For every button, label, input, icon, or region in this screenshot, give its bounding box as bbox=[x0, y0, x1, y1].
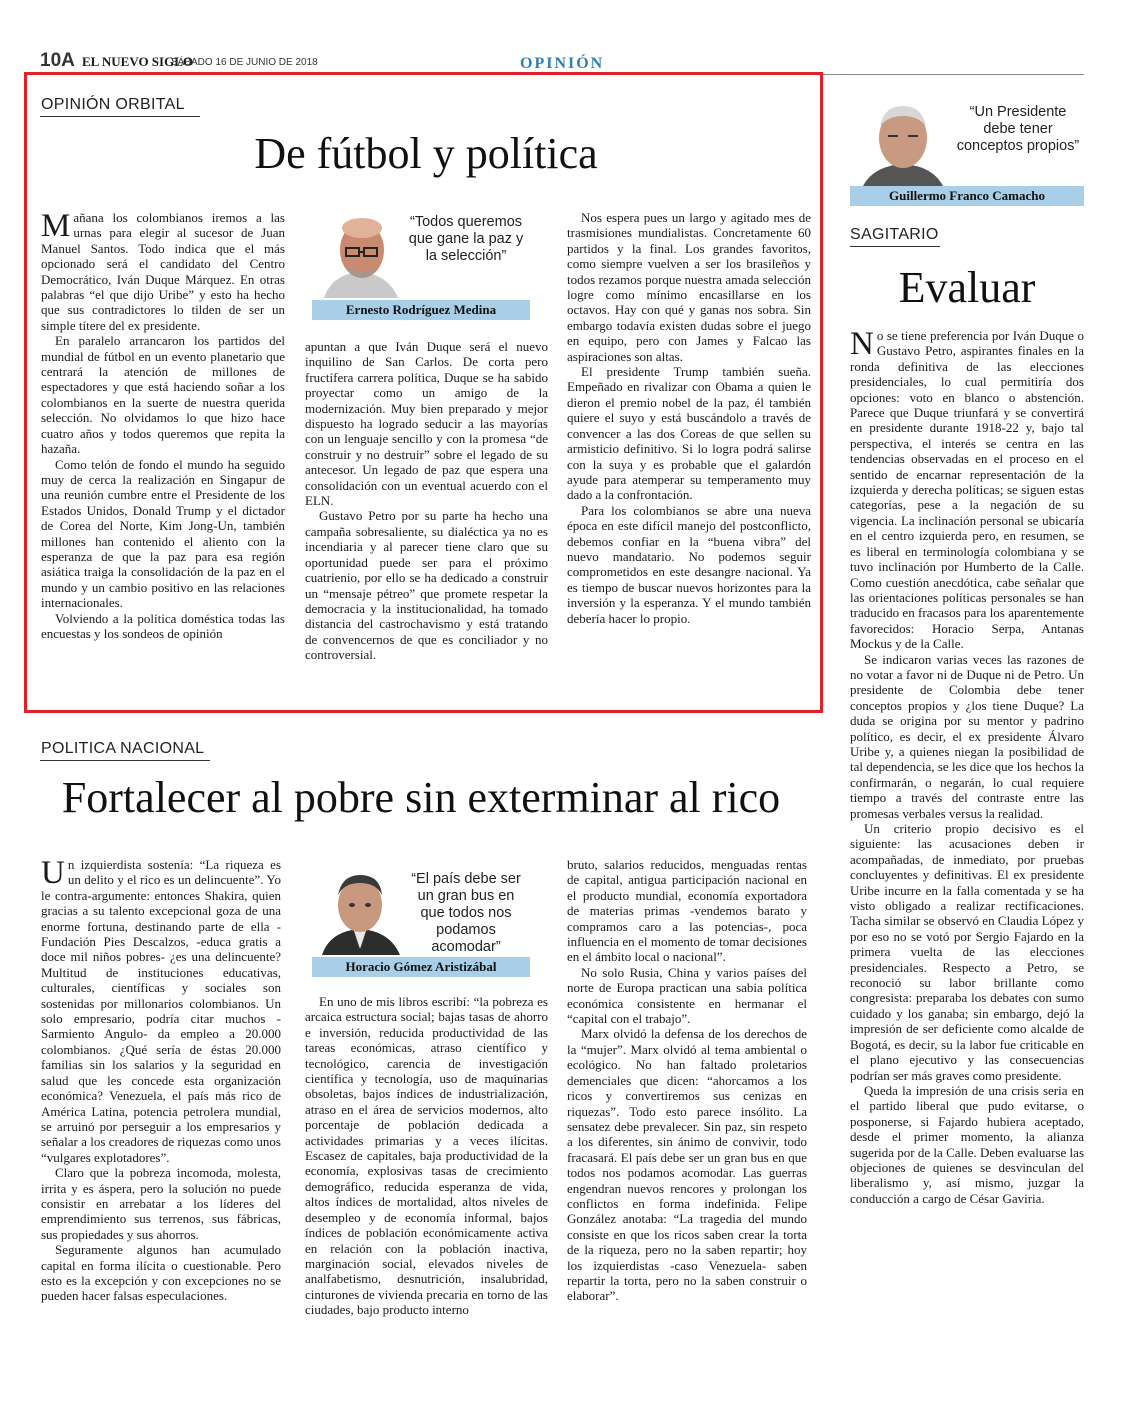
article-column-1 bbox=[41, 857, 281, 1347]
drop-cap: M bbox=[41, 210, 71, 244]
paragraph: No se tiene preferencia por Iván Duque o Gustavo Petro, aspirantes finales en la ronda definitiva de las elecciones presidenciales, lo cual permitiría dos opciones: voto en blanco o abstención. Parece que Duque triunfará y se convertirá en presidente durante 1918-22 y, bajo tal perspectiva, el interés se centra en las tendencias observadas en el proceso en el sentido de encarnar representación de la izquierda y derecha políticas; se siguen estas categorías, pese a la negación de su vigencia. La inclinación personal se ubicaría en el centro izquierda pero, en resumen, se es liberal en terminología colombiana y se tuvo inclinación por Humberto de la Calle. Como cuestión anecdótica, cabe señalar que las orientaciones políticas personales se han traducido en fracasos para los aparentemente favorecidos: Horacio Serpa, Antanas Mockus y de la Calle. bbox=[850, 328, 1084, 652]
article-title: Evaluar bbox=[898, 263, 1036, 312]
author-name: Guillermo Franco Camacho bbox=[850, 186, 1084, 206]
paragraph: Como telón de fondo el mundo ha seguido muy de cerca la realización en Singapur de una reunión cumbre entre el Presidente de los Estados Unidos, Donald Trump y el dictador de Corea del Norte, Kim Jong-Un, también millones han contenido el aliento con la esperanza de que la paz para esa región asiática traiga la consolidación de la paz en el mundo y un cambio positivo en las relaciones internacionales. bbox=[41, 456, 285, 611]
section-title: OPINIÓN bbox=[520, 55, 605, 72]
paragraph: Para los colombianos se abre una nueva época en este difícil manejo del postconflicto, debemos confiar en la “buena vibra” del nuevo mandatario. No podemos seguir comprometidos en este desangre nacional. Ya es tiempo de buscar nuevos horizontes para la inversión y la esperanza. Y el mundo también debería hacer lo propio. bbox=[567, 502, 811, 626]
paragraph: Volviendo a la política doméstica todas las encuestas y los sondeos de opinión bbox=[41, 610, 285, 641]
author-box bbox=[312, 206, 530, 322]
paragraph: Se indicaron varias veces las razones de no votar a favor ni de Duque ni de Petro. Un presidente de Colombia debe tener conceptos propios y ¿los tiene Duque? La duda se origina por su mentor y padrino político, es decir, el ex presidente Álvaro Uribe y, a quienes niegan la posibilidad de tal dependencia, se les dice que los hechos la confirmarán, o negarán, lo cual requiere tiempo a través del contraste entre las promesas verbales versus la realidad. bbox=[850, 651, 1084, 821]
kicker-politica-nacional: POLITICA NACIONAL bbox=[41, 740, 205, 757]
paragraph: apuntan a que Iván Duque será el nuevo inquilino de San Carlos. De corta pero fructífera carrera política, Duque se ha sabido proyectar como un amigo de la modernización. Muy bien preparado y mejor dispuesto ha logrado seducir a las mayorías con un lenguaje sencillo y con la promesa “de construir y no destruir” sobre el legado de su antecesor. Un legado de paz que espera una consolidación con un eventual acuerdo con el ELN. bbox=[305, 339, 548, 509]
drop-cap: N bbox=[850, 328, 874, 362]
paragraph: No solo Rusia, China y varios países del norte de Europa practican una sabia política económica consistente en hermanar el “capital con el trabajo”. bbox=[567, 964, 807, 1027]
article-column bbox=[850, 328, 1084, 1352]
kicker-sagitario: SAGITARIO bbox=[850, 226, 939, 243]
author-photo bbox=[318, 865, 402, 955]
author-photo bbox=[858, 96, 948, 188]
page-number: 10A bbox=[40, 50, 75, 71]
paragraph: Gustavo Petro por su parte ha hecho una campaña sobresaliente, su dialéctica ya no es incendiaria y al parecer tiene claro que su oportunidad puede ser para el próximo cuatrienio, por ello se ha dedicado a construir un “mensaje pétreo” que promete respetar la democracia y la institucionalidad, ha tomado distancia del castrochavismo y está tratando de convencernos de que es conciliador y no controversial. bbox=[305, 508, 548, 663]
paragraph: Mañana los colombianos iremos a las urnas para elegir al sucesor de Juan Manuel Santos. Todo indica que el más opcionado será el candidato del Centro Democrático, Iván Duque Márquez. En otras palabras “el que dijo Uribe” y esto ha hecho que sus contradictores lo tilden de ser un simple títere del ex presidente. bbox=[41, 210, 285, 333]
pull-quote: “El país debe ser un gran bus en que todos nos podamos acomodar” bbox=[411, 871, 521, 955]
kicker-underline bbox=[40, 116, 200, 117]
paragraph: bruto, salarios reducidos, menguadas rentas de capital, antigua participación nacional en el producto mundial, economía exportadora de materias primas -vendemos barato y compramos caro a las potencias-, poca influencia en el momento de tomar decisiones en el ámbito local o nacional”. bbox=[567, 857, 807, 965]
paragraph: El presidente Trump también sueña. Empeñado en rivalizar con Obama a quien le dieron el premio nobel de la paz, él también quiere el suyo y está buscándolo a través de convencer a las dos Coreas de que sellen su armisticio definitivo. Si lo logra podrá salirse con la suya y es probable que el galardón ayude para atemperar su temperamento muy dado a la confrontación. bbox=[567, 364, 811, 503]
paragraph: En uno de mis libros escribí: “la pobreza es arcaica estructura social; bajas tasas de ahorro e inversión, reducida productividad de las tareas económicas, atraso científico y tecnológico, carencia de investigación científica y tecnología, uso de maquinarias obsoletas, bajos índices de industrialización, atraso en el área de servicios modernos, alto porcentaje de población dedicada a actividades primarias y a veces ilícitas. Escasez de capitales, baja productividad de la economía, explosivas tasas de crecimiento demográfico, reducida esperanza de vida, altos índices de mortalidad, altos niveles de desempleo y de economía informal, bajos índices de población económicamente activa en relación con la población inactiva, marginación social, elevados niveles de analfabetismo, desnutrición, insalubridad, cinturones de vivienda precaria en torno de las ciudades, bajo producto interno bbox=[305, 994, 548, 1318]
kicker-underline bbox=[850, 246, 940, 247]
paragraph: Queda la impresión de una crisis seria en el partido liberal que pudo evitarse, o posponerse, si Fajardo hubiera aceptado, desde el primer momento, la alianza sugerida por de la Calle. Deben evaluarse las objeciones de quienes se desvinculan del liberalismo y, así mismo, juzgar la conducción a cargo de César Gaviria. bbox=[850, 1082, 1084, 1206]
article-column-2 bbox=[305, 994, 548, 1350]
author-name: Horacio Gómez Aristizábal bbox=[312, 957, 530, 977]
article-title: Fortalecer al pobre sin exterminar al rico bbox=[61, 773, 781, 822]
pull-quote: “Todos queremos que gane la paz y la selección” bbox=[408, 214, 524, 264]
article-column-3 bbox=[567, 210, 811, 690]
article-title: De fútbol y política bbox=[254, 129, 598, 178]
pull-quote: “Un Presidente debe tener conceptos propios” bbox=[956, 104, 1080, 154]
article-column-3 bbox=[567, 857, 807, 1347]
drop-cap: U bbox=[41, 857, 65, 891]
paragraph: Seguramente algunos han acumulado capital en forma ilícita o cuestionable. Pero esto es la excepción y con excepciones no se pueden hacer falsas especulaciones. bbox=[41, 1242, 281, 1304]
article-column-2 bbox=[305, 339, 548, 689]
paragraph: Claro que la pobreza incomoda, molesta, irrita y es áspera, pero la solución no puede consistir en arrebatar a los líderes del emprendimiento sus terrenos, sus fábricas, sus propiedades y sus ahorros. bbox=[41, 1165, 281, 1242]
kicker-underline bbox=[40, 760, 210, 761]
author-box bbox=[850, 94, 1084, 210]
kicker-opinion-orbital: OPINIÓN ORBITAL bbox=[41, 96, 185, 113]
author-name: Ernesto Rodríguez Medina bbox=[312, 300, 530, 320]
paragraph: Un criterio propio decisivo es el siguiente: las acusaciones deben ir acompañadas, de inmediato, por pruebas concluyentes y definitivas. El ex presidente Uribe incurre en la falla comentada y se ha visto obligado a realizar rectificaciones. Tacha similar se observó en Claudia López y por eso no se votó por Sergio Fajardo en la primera vuelta de las elecciones presidenciales. Respecto a Petro, se reconoció su labor brillante como congresista: preparaba los debates con sumo cuidado y los ganaba; sin embargo, dejó la impresión de ser deficiente como alcalde de Bogotá, es decir, su la labor fue criticable en el plano ejecutivo y las consecuencias podrían ser más graves como presidente. bbox=[850, 821, 1084, 1083]
paragraph: Un izquierdista sostenía: “La riqueza es un delito y el rico es un delincuente”. Yo le contra-argumente: entonces Shakira, quien gracias a su talento excepcional goza de una enorme fortuna, destinando parte de ella -Fundación Pies Descalzos, -educa gratis a doce mil niños pobres- ¿es una delincuente? Multitud de instituciones educativas, culturales, científicas y sociales son sostenidas por millonarios colombianos. Un solo empresario, podría citar muchos -Sarmiento Angulo- da empleo a 20.000 colombianos. ¿Qué sería de éstas 20.000 familias sin los salarios y la seguridad en salud que les concede esta organización económica? Venezuela, el país más rico de América Latina, potencia petrolera mundial, se arruinó por perseguir a los empresarios y señalar a los creadores de riquezas como unos “vulgares explotadores”. bbox=[41, 857, 281, 1165]
article-column-1 bbox=[41, 210, 285, 690]
paragraph: En paralelo arrancaron los partidos del mundial de fútbol en un evento planetario que centrará la atención de millones de espectadores y que está haciendo soñar a los colombianos en la suerte de nuestra querida selección. No olvidamos lo que hizo hace cuatro años y todos queremos que repita la hazaña. bbox=[41, 333, 285, 457]
paragraph: Marx olvidó la defensa de los derechos de la “mujer”. Marx olvidó al tema ambiental o ecológico. No han faltado proletarios demenciales que dicen: “ahorcamos a los ricos y convertiremos sus cenizas en riquezas”. Todo esto parece insólito. La sensatez debe prevalecer. Sin paz, sin respeto a los diferentes, sin ánimo de convivir, todo fracasará. El país debe ser un gran bus en que todos nos podamos acomodar. Las guerras engendran nuevos rencores y prolongan los conflictos en forma indefinida. Felipe González anotaba: “La tragedia del mundo consiste en que los ricos saben crear la torta de la riqueza, pero no la saben repartir; hoy los izquierdistas -caso Venezuela- saben repartir la torta, pero no la saben construir o elaborar”. bbox=[567, 1026, 807, 1304]
newspaper-name: EL NUEVO SIGLO bbox=[82, 54, 193, 69]
issue-date: SÁBADO 16 DE JUNIO DE 2018 bbox=[171, 57, 318, 68]
author-box bbox=[312, 861, 530, 977]
paragraph: Nos espera pues un largo y agitado mes de trasmisiones mundialistas. Concretamente 60 partidos y la final. Los grandes favoritos, como siempre vuelven a ser los brasileños y todos rezamos porque nuestra amada selección logre como mínimo encasillarse en los octavos. Hay con qué y ganas nos sobra. Sin embargo todavía existen dudas sobre el juego en equipo, pero con James y Falcao las aspiraciones son altas. bbox=[567, 210, 811, 364]
author-photo bbox=[318, 210, 402, 298]
